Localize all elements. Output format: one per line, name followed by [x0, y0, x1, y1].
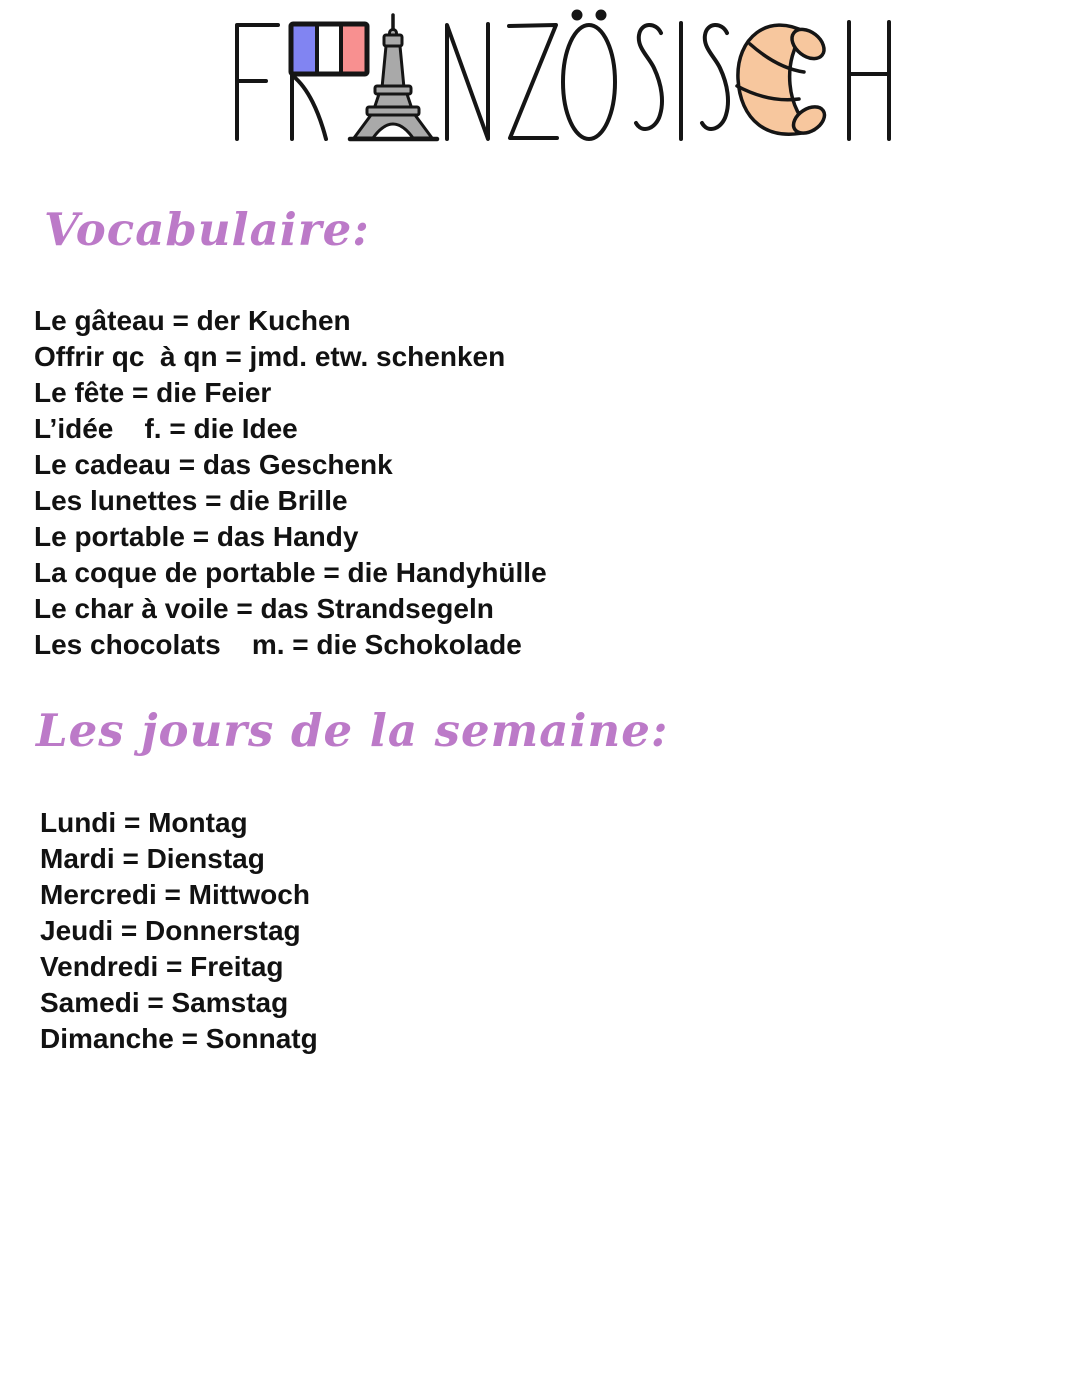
vocabulary-entry: Le fête = die Feier [34, 377, 272, 408]
vocabulary-entry: Le char à voile = das Strandsegeln [34, 593, 494, 624]
vocabulary-entry: Les chocolats m. = die Schokolade [34, 629, 522, 660]
title-art [220, 2, 900, 152]
vocabulary-entry: Offrir qc à qn = jmd. etw. schenken [34, 341, 506, 372]
vocabulary-list [34, 303, 547, 663]
vocabulary-entry: L’idée f. = die Idee [34, 413, 298, 444]
vocabulary-entry: Le portable = das Handy [34, 521, 359, 552]
day-entry: Dimanche = Sonnatg [40, 1023, 318, 1054]
french-flag-icon [291, 24, 367, 74]
heading-jours-de-la-semaine: Les jours de la semaine: [36, 704, 669, 757]
vocabulary-entry: La coque de portable = die Handyhülle [34, 557, 547, 588]
heading-vocabulaire: Vocabulaire: [44, 203, 370, 256]
day-entry: Samedi = Samstag [40, 987, 289, 1018]
day-entry: Mercredi = Mittwoch [40, 879, 310, 910]
vocabulary-entry: Le gâteau = der Kuchen [34, 305, 351, 336]
day-entry: Vendredi = Freitag [40, 951, 284, 982]
days-list [40, 805, 318, 1057]
day-entry: Mardi = Dienstag [40, 843, 265, 874]
vocabulary-entry: Les lunettes = die Brille [34, 485, 348, 516]
day-entry: Jeudi = Donnerstag [40, 915, 301, 946]
page-title [220, 2, 900, 152]
vocabulary-entry: Le cadeau = das Geschenk [34, 449, 393, 480]
croissant-icon [737, 23, 830, 138]
day-entry: Lundi = Montag [40, 807, 248, 838]
